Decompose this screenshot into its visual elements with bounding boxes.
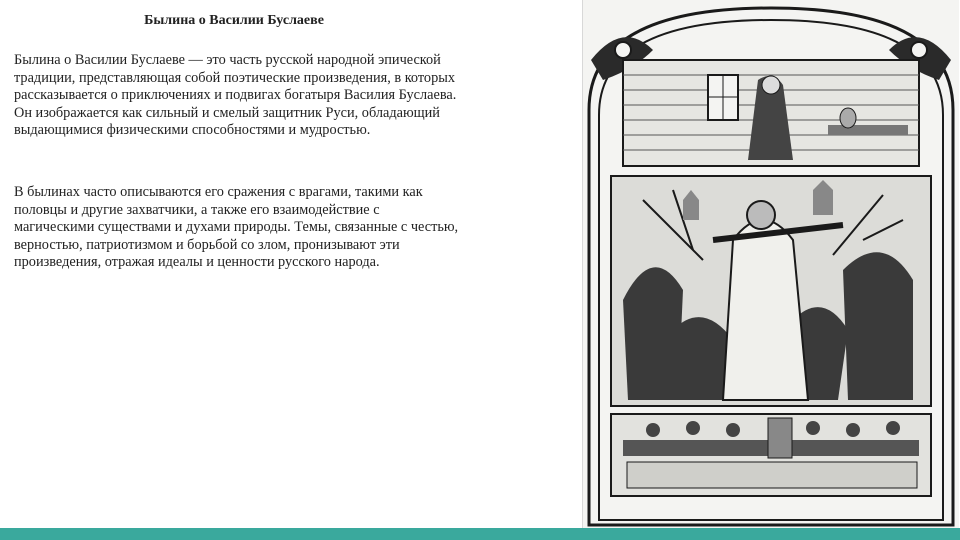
slide-title: Былина о Василии Буслаеве: [144, 13, 324, 28]
engraving-svg: [583, 0, 959, 528]
accent-bar: [0, 528, 960, 540]
top-scene: [623, 60, 919, 166]
bottom-scene: [611, 414, 931, 496]
paragraph-themes: В былинах часто описываются его сражения с врагами, такими как половцы и другие захватчики, а также его взаимодействие с магическими существами и духами природы. Темы, связанные с честью, верностью, патриотизмом и борьбой со злом, пронизывают эти произведения, отражая идеалы и ценности русского народа.: [14, 184, 459, 271]
battle-scene: [611, 176, 931, 406]
engraving-illustration: [582, 0, 959, 528]
paragraph-intro: Былина о Василии Буслаеве — это часть русской народной эпической традиции, представляющая собой поэтические произведения, в которых рассказывается о приключениях и подвигах богатыря Василия Буслаева. Он изображается как сильный и смелый защитник Руси, обладающий выдающимися физическими способностями и мудростью.: [14, 52, 457, 139]
